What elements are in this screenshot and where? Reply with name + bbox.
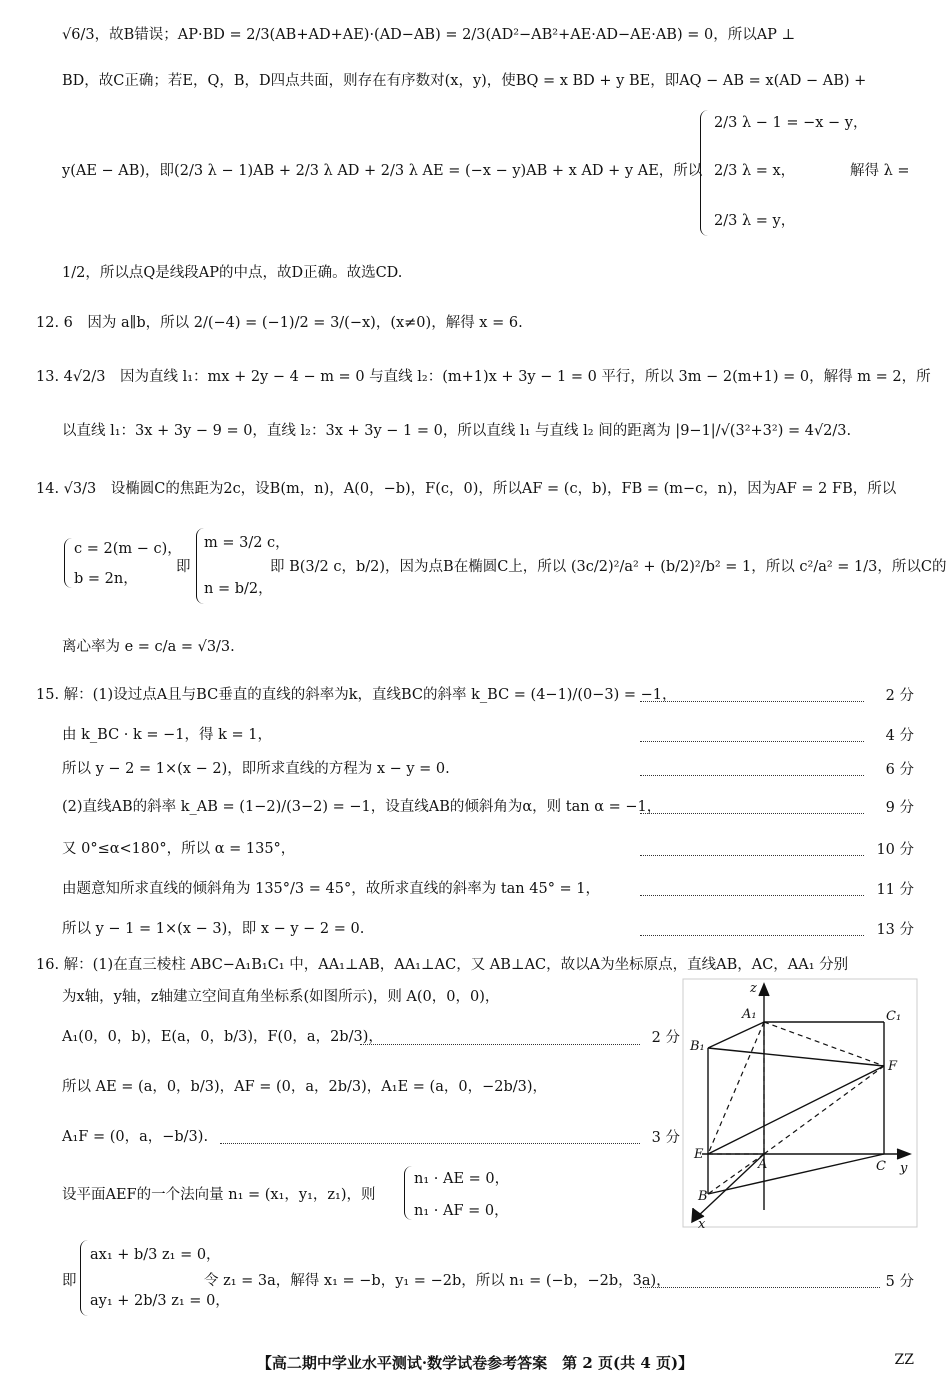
p15-row-text: 由题意知所求直线的倾斜角为 135°/3 = 45°，故所求直线的斜率为 tan 45° = 1， (62, 881, 601, 897)
dash-A1-E (708, 1022, 764, 1154)
p15-row-score: 11 分 (876, 882, 914, 898)
dash-A-F (764, 1066, 884, 1154)
p11-line1: √6/3，故B错误；AP·BD = 2/3(AB+AD+AE)·(AD−AB) = 2/3(AD²−AB²+AE·AD−AE·AB) = 0，所以AP ⊥ (62, 27, 796, 43)
edge-B1-A1 (708, 1022, 764, 1048)
p14-ji: 即 (176, 559, 191, 575)
label-z: z (750, 981, 757, 996)
p16-line5: A₁F = (0，a，−b/3). (62, 1129, 209, 1145)
p11-line2: BD，故C正确；若E，Q，B，D四点共面，则存在有序数对(x，y)，使BQ = x BD + y BE，即AQ − AB = x(AD − AB) + (62, 73, 867, 89)
p15-row-leader (640, 935, 864, 936)
p14-sys-a1: c = 2(m − c)， (74, 541, 182, 557)
p16-sys-c2: n₁ · AF = 0， (414, 1203, 509, 1219)
prism-figure (682, 978, 918, 1228)
p15-row-score: 2 分 (885, 688, 914, 704)
p16-system-d-brace (80, 1240, 89, 1316)
p15-row-text: 由 k_BC · k = −1，得 k = 1， (62, 727, 273, 743)
label-F: F (888, 1059, 898, 1074)
p16-sys-d2: ay₁ + 2b/3 z₁ = 0， (90, 1293, 230, 1309)
p16-ji: 即 (62, 1273, 77, 1289)
p14-sys-b2: n = b/2， (204, 581, 273, 597)
edge-E-F (708, 1066, 884, 1154)
p14-line2: 即 B(3/2 c，b/2)，因为点B在椭圆C上，所以 (3c/2)²/a² + (b/2)²/b² = 1，所以 c²/a² = 1/3，所以C的 (270, 559, 947, 575)
label-x: x (698, 1217, 706, 1228)
p15-row-text: 所以 y − 2 = 1×(x − 2)，即所求直线的方程为 x − y = 0. (62, 761, 450, 777)
label-B1: B₁ (690, 1039, 705, 1054)
p15-row-leader (640, 855, 864, 856)
p16-leader-3 (640, 1287, 880, 1288)
p14-sys-b1: m = 3/2 c， (204, 535, 290, 551)
p15-row-leader (640, 895, 864, 896)
p11-line3: y(AE − AB)，即(2/3 λ − 1)AB + 2/3 λ AD + 2/3 λ AE = (−x − y)AB + x AD + y AE，所以 (62, 163, 703, 179)
p15-row-leader (640, 813, 864, 814)
p15-row-score: 13 分 (876, 922, 914, 938)
p16-score-2: 3 分 (651, 1130, 680, 1146)
p14-line1: 14. √3/3 设椭圆C的焦距为2c，设B(m，n)，A(0，−b)，F(c，0)，所以AF = (c，b)，FB = (m−c，n)，因为AF = 2 FB，所以 (36, 481, 897, 497)
p11-solve-lambda: 解得 λ = (850, 163, 910, 179)
footer-code: ZZ (894, 1352, 914, 1368)
label-B: B (698, 1189, 708, 1204)
p16-sys-d1: ax₁ + b/3 z₁ = 0， (90, 1247, 221, 1263)
label-E: E (694, 1147, 704, 1162)
label-A: A (758, 1157, 768, 1172)
edge-B1-F (708, 1048, 884, 1066)
p13-line1: 13. 4√2/3 因为直线 l₁：mx + 2y − 4 − m = 0 与直线 l₂：(m+1)x + 3y − 1 = 0 平行，所以 3m − 2(m+1) = 0，解得 m = 2，所 (36, 369, 931, 385)
label-A1: A₁ (742, 1007, 757, 1022)
p16-sys-c1: n₁ · AE = 0， (414, 1171, 510, 1187)
label-y: y (900, 1161, 908, 1176)
p14-sys-a2: b = 2n， (74, 571, 138, 587)
p11-system-eq1: 2/3 λ − 1 = −x − y， (714, 115, 868, 131)
p16-leader-1 (360, 1044, 640, 1045)
p15-row-score: 4 分 (885, 728, 914, 744)
p15-row-score: 9 分 (885, 800, 914, 816)
p14-system-a-brace (64, 538, 73, 588)
x-axis (696, 1154, 764, 1218)
p15-row-text: 15. 解：(1)设过点A且与BC垂直的直线的斜率为k，直线BC的斜率 k_BC = (4−1)/(0−3) = −1， (36, 687, 677, 703)
p11-line4: 1/2，所以点Q是线段AP的中点，故D正确。故选CD. (62, 265, 403, 281)
page-footer: 【高二期中学业水平测试·数学试卷参考答案 第 2 页(共 4 页)】 (256, 1354, 694, 1372)
z-axis-arrow (759, 984, 769, 996)
p11-system-eq3: 2/3 λ = y， (714, 213, 796, 229)
p16-line1: 16. 解：(1)在直三棱柱 ABC−A₁B₁C₁ 中，AA₁⊥AB，AA₁⊥AC，又 AB⊥AC，故以A为坐标原点，直线AB，AC，AA₁ 分别 (36, 957, 849, 973)
label-C: C (876, 1159, 886, 1174)
p15-row-score: 10 分 (876, 842, 914, 858)
p16-line4: 所以 AE = (a，0，b/3)，AF = (0，a，2b/3)，A₁E = (a，0，−2b/3)， (62, 1079, 547, 1095)
p15-row-text: (2)直线AB的斜率 k_AB = (1−2)/(3−2) = −1，设直线AB的倾斜角为α，则 tan α = −1， (62, 799, 662, 815)
p15-row-leader (640, 775, 864, 776)
label-C1: C₁ (886, 1009, 902, 1024)
p15-row-text: 所以 y − 1 = 1×(x − 3)，即 x − y − 2 = 0. (62, 921, 365, 937)
p16-score-1: 2 分 (651, 1030, 680, 1046)
p15-row-leader (640, 701, 864, 702)
p12-answer: 12. 6 因为 a∥b，所以 2/(−4) = (−1)/2 = 3/(−x)，(x≠0)，解得 x = 6. (36, 315, 523, 331)
p11-system-eq2: 2/3 λ = x， (714, 163, 796, 179)
p15-row-score: 6 分 (885, 762, 914, 778)
p16-system-c-brace (404, 1166, 413, 1220)
p14-line3: 离心率为 e = c/a = √3/3. (62, 639, 235, 655)
figure-frame (683, 979, 917, 1227)
p16-line6: 设平面AEF的一个法向量 n₁ = (x₁，y₁，z₁)，则 (62, 1187, 376, 1203)
p15-row-text: 又 0°≤α<180°，所以 α = 135°， (62, 841, 296, 857)
edge-B-C (708, 1154, 884, 1194)
p16-score-3: 5 分 (885, 1274, 914, 1290)
y-axis-arrow (897, 1149, 910, 1159)
p15-row-leader (640, 741, 864, 742)
p13-line2: 以直线 l₁：3x + 3y − 9 = 0，直线 l₂：3x + 3y − 1 = 0，所以直线 l₁ 与直线 l₂ 间的距离为 |9−1|/√(3²+3²) = 4√2/3. (62, 423, 852, 439)
p16-line7: 令 z₁ = 3a，解得 x₁ = −b，y₁ = −2b，所以 n₁ = (−b，−2b，3a)， (204, 1273, 671, 1289)
p16-line3: A₁(0，0，b)，E(a，0，b/3)，F(0，a，2b/3)， (62, 1029, 383, 1045)
p16-leader-2 (220, 1143, 640, 1144)
p16-line2: 为x轴，y轴，z轴建立空间直角坐标系(如图所示)，则 A(0，0，0)， (62, 989, 500, 1005)
